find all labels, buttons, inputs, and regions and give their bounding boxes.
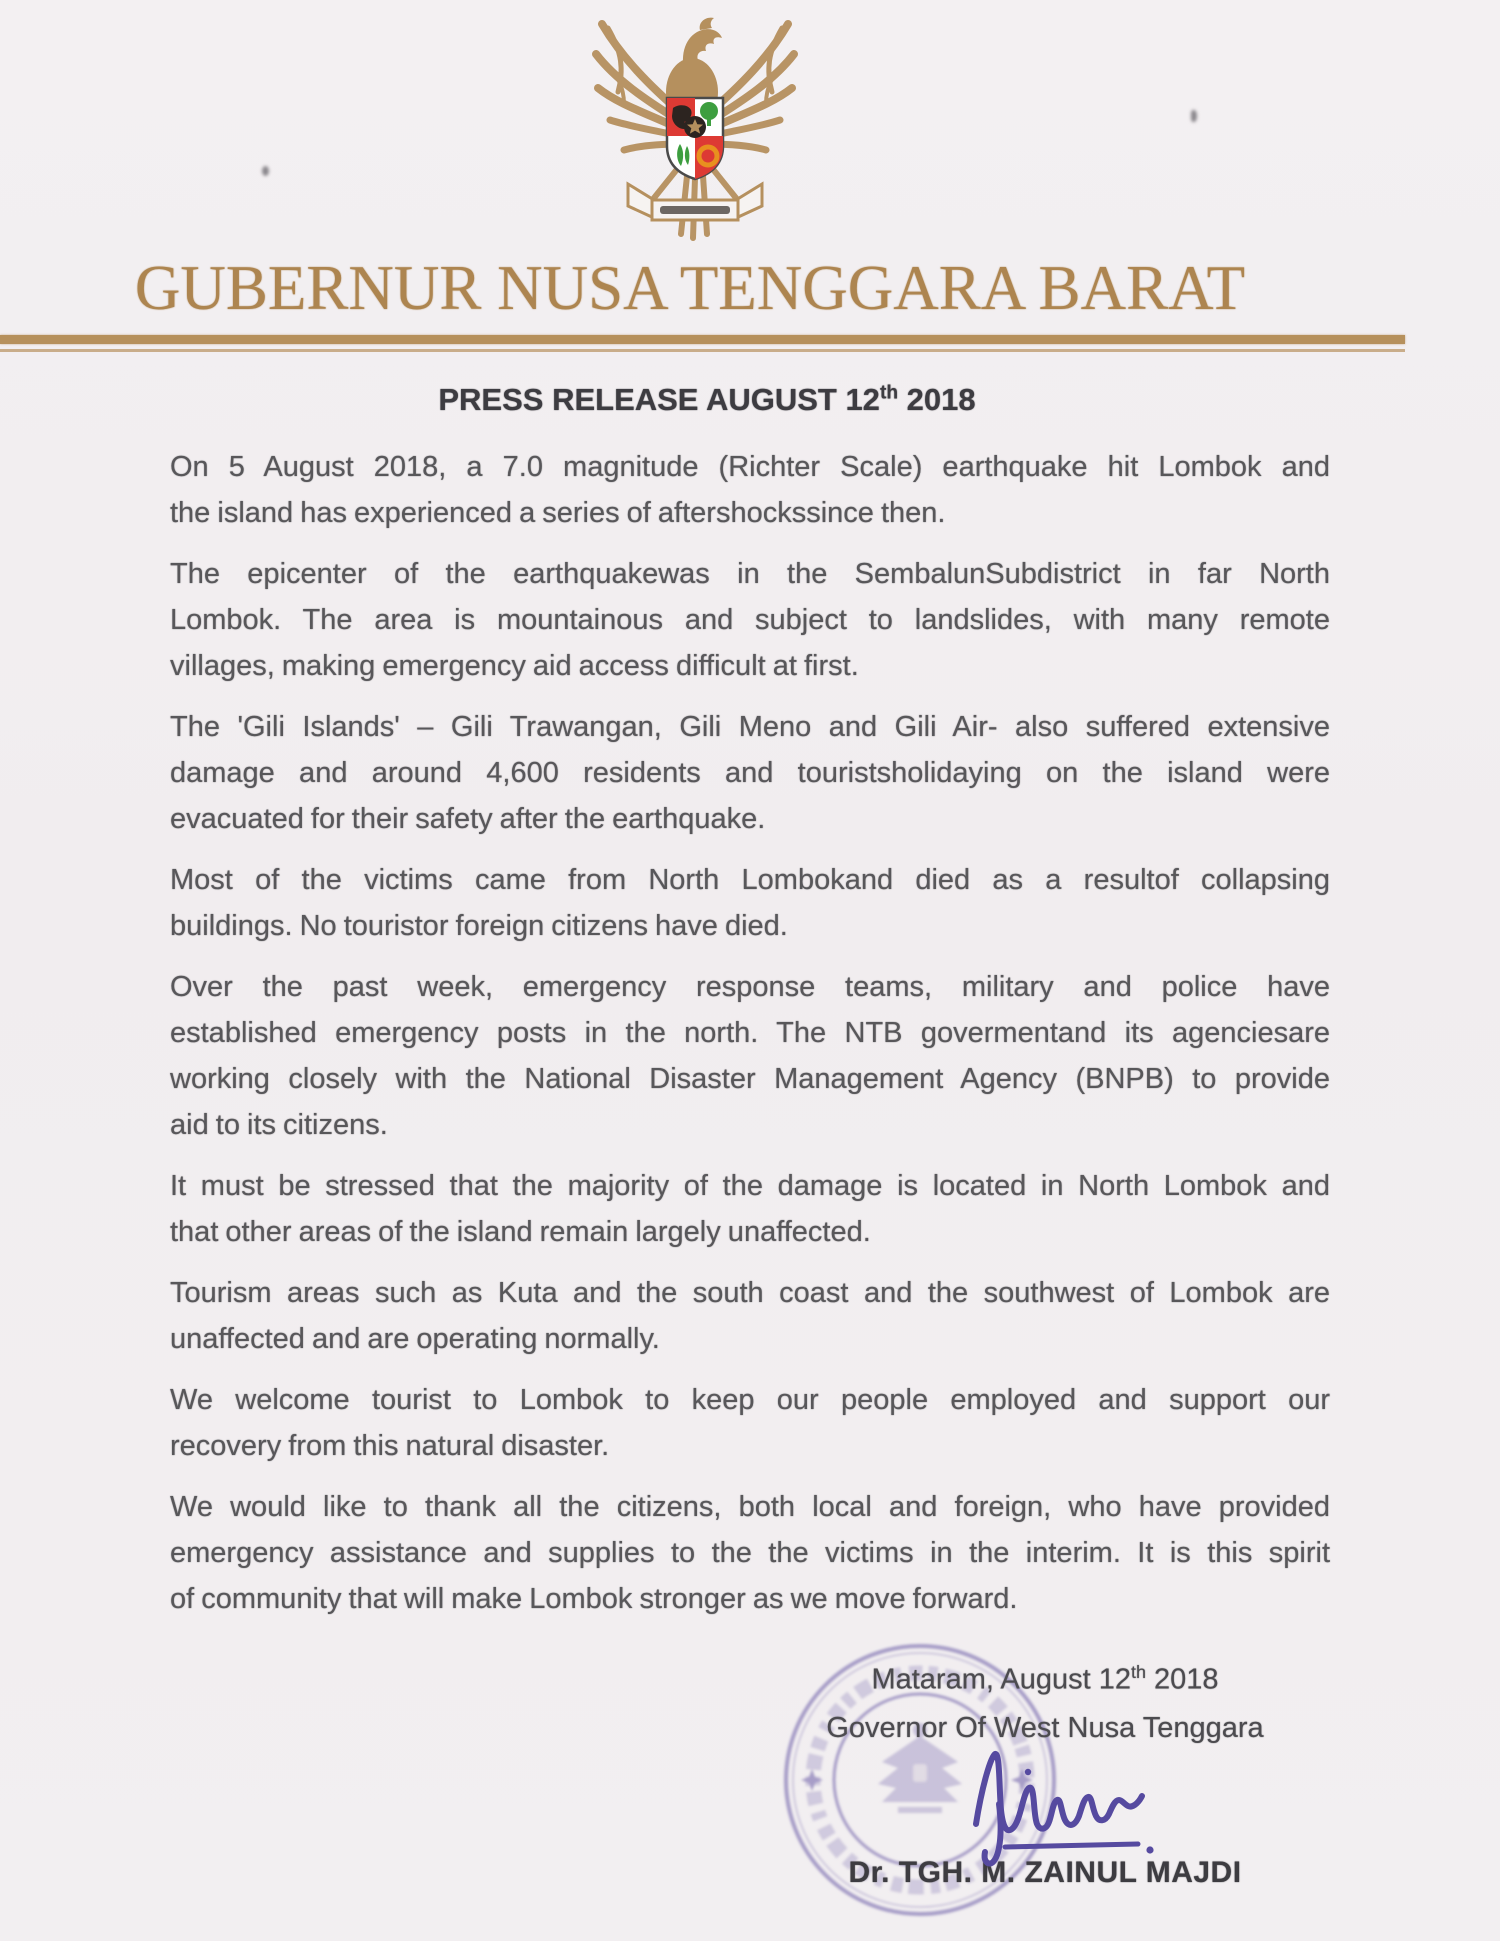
letterhead-rule (0, 335, 1405, 352)
paragraph-line: The epicenter of the earthquakewas in the SembalunSubdistrict in far North (170, 558, 1330, 590)
garuda-pancasila-emblem (588, 8, 802, 246)
paragraph-line: buildings. No touristor foreign citizens have died. (170, 910, 788, 942)
paragraph (170, 964, 1330, 1148)
document-title-year: 2018 (898, 382, 976, 417)
closing-place-date-year: 2018 (1145, 1663, 1219, 1696)
paragraph (170, 444, 1330, 536)
paragraph-line: Tourism areas such as Kuta and the south coast and the southwest of Lombok are (170, 1277, 1330, 1309)
scan-speck (1191, 110, 1197, 122)
paragraph-line: aid to its citizens. (170, 1109, 388, 1141)
paragraph-line: The 'Gili Islands' – Gili Trawangan, Gili Meno and Gili Air- also suffered extensive (170, 711, 1330, 743)
paragraph (170, 704, 1330, 842)
closing-governor-title: Governor Of West Nusa Tenggara (826, 1711, 1264, 1744)
paragraph-line: working closely with the National Disaster Management Agency (BNPB) to provide (170, 1063, 1330, 1095)
paragraph-line: that other areas of the island remain largely unaffected. (170, 1216, 871, 1248)
paragraph (170, 857, 1330, 949)
paragraph-line: emergency assistance and supplies to the the victims in the interim. It is this spirit (170, 1537, 1330, 1569)
paragraph-line: We welcome tourist to Lombok to keep our people employed and support our (170, 1384, 1330, 1416)
closing-place-date-text: Mataram, August 12 (871, 1663, 1131, 1696)
paragraph (170, 1377, 1330, 1469)
letterhead-rule-thin (0, 349, 1405, 352)
paragraph-line: established emergency posts in the north. The NTB govermentand its agenciesare (170, 1017, 1330, 1049)
closing-place-date-superscript: th (1130, 1662, 1146, 1682)
paragraph-line: evacuated for their safety after the earthquake. (170, 803, 766, 835)
scan-speck (262, 166, 269, 176)
paragraph (170, 1163, 1330, 1255)
signatory-name: Dr. TGH. M. ZAINUL MAJDI (848, 1855, 1242, 1889)
closing-block (760, 1648, 1330, 1890)
document-title (127, 382, 1287, 418)
paragraph (170, 1484, 1330, 1622)
letterhead-title: GUBERNUR NUSA TENGGARA BARAT (134, 253, 1246, 323)
document-title-superscript: th (879, 382, 899, 404)
handwritten-signature-icon (968, 1742, 1160, 1874)
signature-zone (760, 1752, 1330, 1856)
document-title-text: PRESS RELEASE AUGUST 12 (438, 382, 880, 417)
paragraph-line: We would like to thank all the citizens, both local and foreign, who have provided (170, 1491, 1330, 1523)
letterhead-rule-thick (0, 335, 1405, 344)
body-paragraphs (170, 444, 1330, 1637)
paragraph-line: recovery from this natural disaster. (170, 1430, 610, 1462)
paragraph-line: On 5 August 2018, a 7.0 magnitude (Richter Scale) earthquake hit Lombok and (170, 451, 1330, 483)
closing-place-date (760, 1648, 1330, 1704)
paragraph-line: unaffected and are operating normally. (170, 1323, 660, 1355)
paragraph-line: It must be stressed that the majority of the damage is located in North Lombok and (170, 1170, 1330, 1202)
paragraph-line: of community that will make Lombok stronger as we move forward. (170, 1583, 1018, 1615)
paragraph-line: Most of the victims came from North Lombokand died as a resultof collapsing (170, 864, 1330, 896)
paragraph-line: villages, making emergency aid access difficult at first. (170, 650, 859, 682)
paragraph-line: Lombok. The area is mountainous and subject to landslides, with many remote (170, 604, 1330, 636)
paragraph-line: Over the past week, emergency response teams, military and police have (170, 971, 1330, 1003)
paragraph-line: damage and around 4,600 residents and touristsholidaying on the island were (170, 757, 1330, 789)
paragraph (170, 1270, 1330, 1362)
paragraph (170, 551, 1330, 689)
paragraph-line: the island has experienced a series of aftershockssince then. (170, 497, 946, 529)
